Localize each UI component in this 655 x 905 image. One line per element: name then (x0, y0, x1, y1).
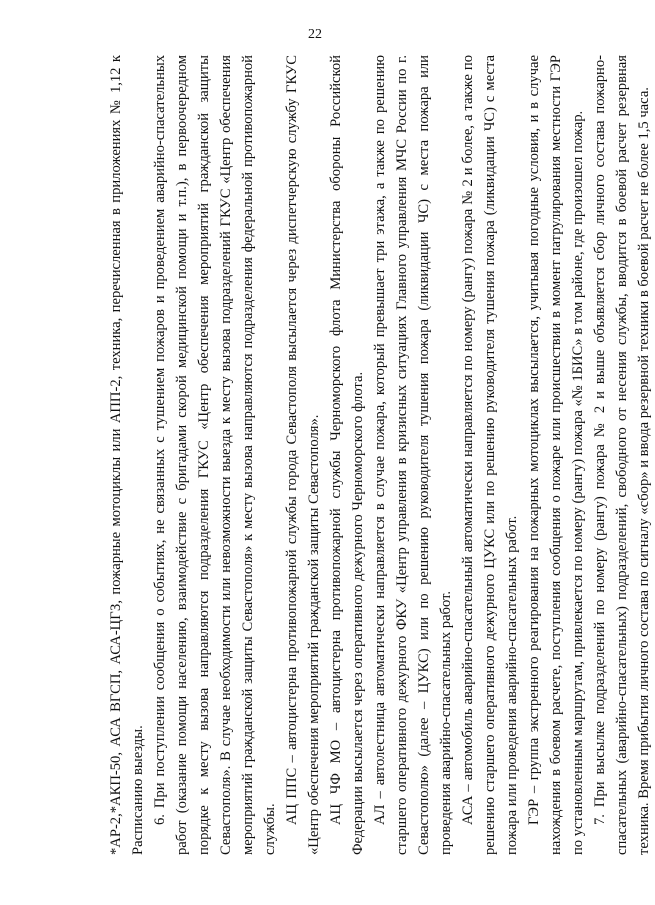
paragraph-6: АСА – автомобиль аварийно-спасательный автоматически направляется по номеру (рангу) пожара № 2 и более, а также по решению старшего оперативного дежурного ЦУКС или по решению руководителя тушения пожара (ликвидации ЧС) с места пожара или проведения аварийно-спасательных работ. (460, 55, 520, 855)
paragraph-8: 7. При высылке подразделений по номеру (рангу) пожара № 2 и выше объявляется сбор личного состава пожарно-спасательных (аварийно-спасательных) подразделений, свободного от несения службы, вводится в боевой расчет резервная техника. Время прибытия личного состава по сигналу «сбор» и ввода резервной техники в боевой расчет не более 1,5 часа. (592, 55, 652, 855)
paragraph-2: 6. При поступлении сообщения о событиях, не связанных с тушением пожаров и проведением аварийно-спасательных работ (оказание помощи населению, взаимодействие с бригадами скорой медицинской помощи и т.п.), в первоочередном порядке к месту вызова направляются подразделения ГКУС «Центр обеспечения мероприятий гражданской защиты Севастополя». В случае необходимости или невозможности выезда к месту вызова подразделений ГКУС «Центр обеспечения мероприятий гражданской защиты Севастополя» к месту вызова направляются подразделения федеральной противопожарной службы. (152, 55, 278, 855)
page-number: 22 (308, 27, 322, 42)
document-body (105, 55, 652, 855)
paragraph-3: АЦ ППС – автоцистерна противопожарной службы города Севастополя высылается через диспетчерскую службу ГКУС «Центр обеспечения мероприятий гражданской защиты Севастополя». (284, 55, 322, 855)
paragraph-4: АЦ ЧФ МО – автоцистерна противопожарной службы Черноморского флота Министерства обороны Российской Федерации высылается через оперативного дежурного Черноморского флота. (328, 55, 366, 855)
paragraph-7: ГЭР – группа экстренного реагирования на пожарных мотоциклах высылается, учитывая погодные условия, и в случае нахождения в боевом расчете, поступления сообщения о пожаре или происшествии в момент патрулирования местности ГЭР по установленным маршрутам, привлекается по номеру (рангу) пожара «№ 1БИС» в том районе, где произошел пожар. (526, 55, 586, 855)
paragraph-5: АЛ – автолестница автоматически направляется в случае пожара, который превышает три этажа, а также по решению старшего оперативного дежурного ФКУ «Центр управления в кризисных ситуациях Главного управления МЧС России по г. Севастополю» (далее – ЦУКС) или по решению руководителя тушения пожара (ликвидации ЧС) с места пожара или проведения аварийно-спасательных работ. (372, 55, 454, 855)
paragraph-1: *АР-2,*АКП-50, АСА ВГСП, АСА-ЦГЗ, пожарные мотоциклы или АПП-2, техника, перечисленная в приложениях № 1,12 к Расписанию выезды. (108, 55, 146, 855)
